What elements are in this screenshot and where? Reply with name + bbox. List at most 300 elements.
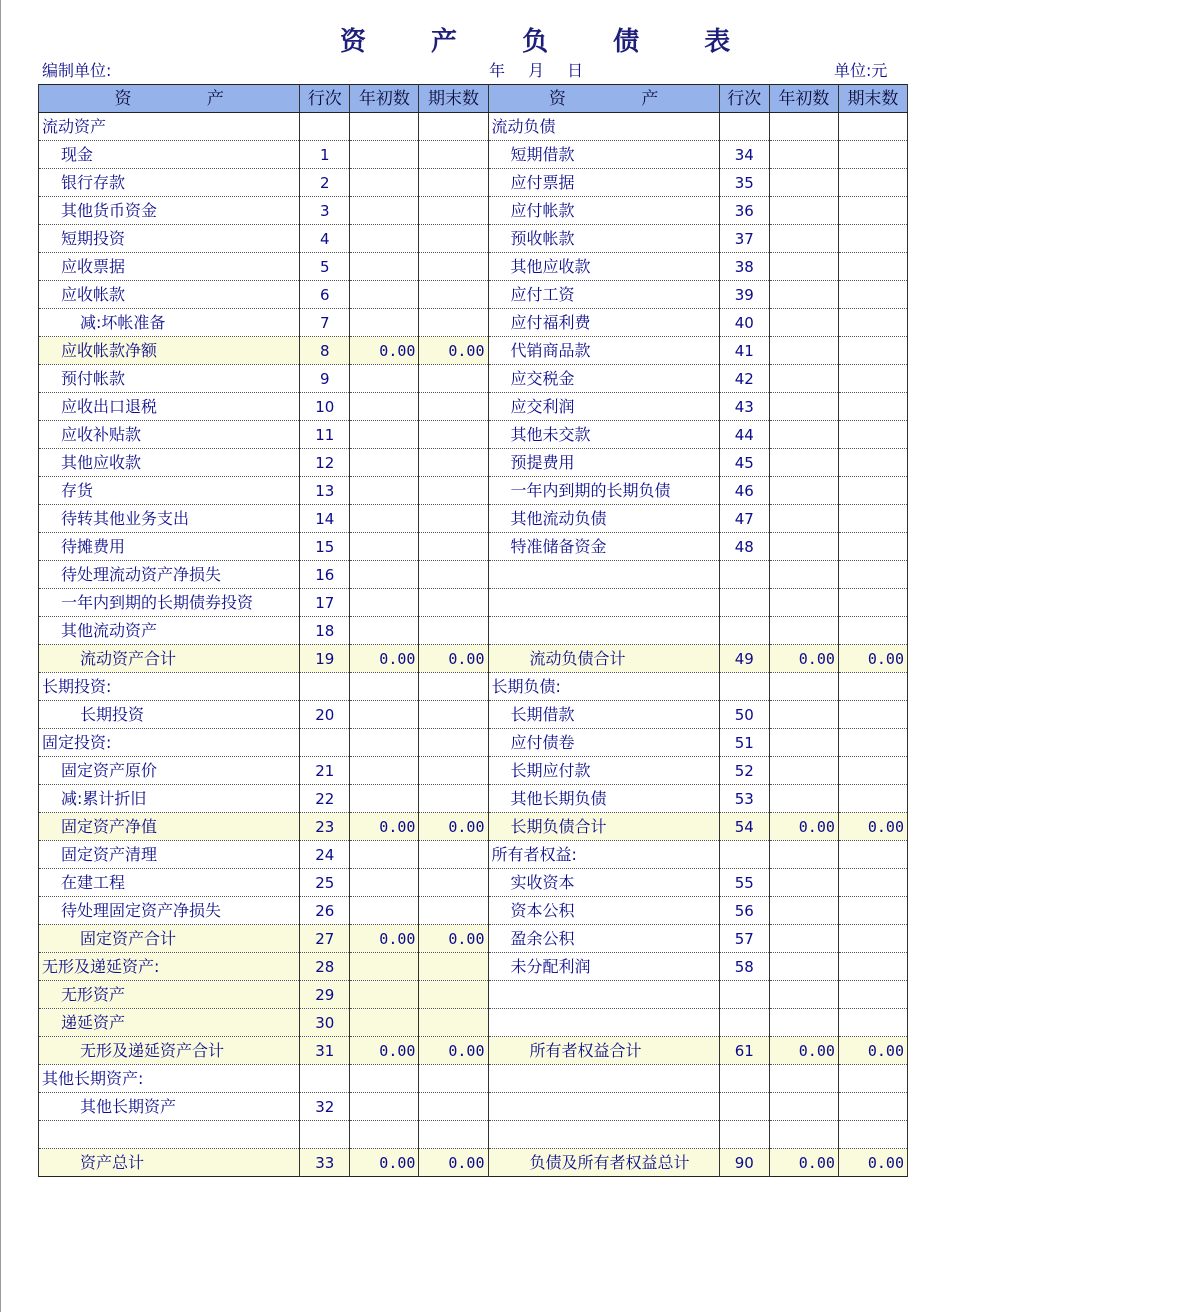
- liability-begin-cell[interactable]: [769, 281, 838, 309]
- asset-row-no-cell[interactable]: 23: [300, 813, 350, 841]
- liability-end-cell[interactable]: [838, 141, 907, 169]
- liability-begin-cell[interactable]: [769, 757, 838, 785]
- asset-begin-cell[interactable]: 0.00: [350, 645, 419, 673]
- asset-row-no-cell[interactable]: 19: [300, 645, 350, 673]
- liability-name-cell[interactable]: 一年内到期的长期负债: [488, 477, 719, 505]
- asset-end-cell[interactable]: [419, 477, 488, 505]
- asset-name-cell[interactable]: 流动资产: [39, 113, 300, 141]
- asset-begin-cell[interactable]: [350, 365, 419, 393]
- asset-row-no-cell[interactable]: 14: [300, 505, 350, 533]
- asset-name-cell[interactable]: 递延资产: [39, 1009, 300, 1037]
- liability-end-cell[interactable]: [838, 617, 907, 645]
- asset-end-cell[interactable]: 0.00: [419, 1149, 488, 1177]
- liability-end-cell[interactable]: [838, 729, 907, 757]
- asset-name-cell[interactable]: 无形及递延资产:: [39, 953, 300, 981]
- liability-row-no-cell[interactable]: 49: [719, 645, 769, 673]
- asset-begin-cell[interactable]: [350, 1009, 419, 1037]
- liability-begin-cell[interactable]: [769, 925, 838, 953]
- liability-name-cell[interactable]: [488, 1009, 719, 1037]
- asset-begin-cell[interactable]: 0.00: [350, 1149, 419, 1177]
- asset-name-cell[interactable]: 银行存款: [39, 169, 300, 197]
- asset-row-no-cell[interactable]: 5: [300, 253, 350, 281]
- asset-name-cell[interactable]: 应收帐款净额: [39, 337, 300, 365]
- liability-row-no-cell[interactable]: 50: [719, 701, 769, 729]
- asset-end-cell[interactable]: [419, 673, 488, 701]
- liability-name-cell[interactable]: [488, 1093, 719, 1121]
- liability-row-no-cell[interactable]: 58: [719, 953, 769, 981]
- liability-row-no-cell[interactable]: 36: [719, 197, 769, 225]
- liability-name-cell[interactable]: 实收资本: [488, 869, 719, 897]
- asset-end-cell[interactable]: [419, 729, 488, 757]
- asset-name-cell[interactable]: 固定投资:: [39, 729, 300, 757]
- asset-name-cell[interactable]: 其他货币资金: [39, 197, 300, 225]
- liability-name-cell[interactable]: 应付票据: [488, 169, 719, 197]
- header-assets[interactable]: 资 产: [39, 85, 300, 113]
- liability-row-no-cell[interactable]: 41: [719, 337, 769, 365]
- liability-end-cell[interactable]: [838, 225, 907, 253]
- header-end-balance-right[interactable]: 期末数: [838, 85, 907, 113]
- asset-begin-cell[interactable]: [350, 169, 419, 197]
- header-liabilities[interactable]: 资 产: [488, 85, 719, 113]
- asset-row-no-cell[interactable]: 30: [300, 1009, 350, 1037]
- liability-name-cell[interactable]: 盈余公积: [488, 925, 719, 953]
- asset-name-cell[interactable]: 长期投资:: [39, 673, 300, 701]
- asset-begin-cell[interactable]: [350, 225, 419, 253]
- liability-row-no-cell[interactable]: [719, 1009, 769, 1037]
- asset-row-no-cell[interactable]: [300, 673, 350, 701]
- liability-begin-cell[interactable]: 0.00: [769, 813, 838, 841]
- liability-row-no-cell[interactable]: 57: [719, 925, 769, 953]
- asset-name-cell[interactable]: 长期投资: [39, 701, 300, 729]
- liability-row-no-cell[interactable]: 48: [719, 533, 769, 561]
- liability-begin-cell[interactable]: [769, 505, 838, 533]
- liability-name-cell[interactable]: 所有者权益:: [488, 841, 719, 869]
- asset-row-no-cell[interactable]: 8: [300, 337, 350, 365]
- asset-end-cell[interactable]: [419, 505, 488, 533]
- liability-end-cell[interactable]: [838, 169, 907, 197]
- liability-row-no-cell[interactable]: 52: [719, 757, 769, 785]
- liability-row-no-cell[interactable]: 51: [719, 729, 769, 757]
- asset-end-cell[interactable]: 0.00: [419, 337, 488, 365]
- liability-name-cell[interactable]: [488, 617, 719, 645]
- liability-name-cell[interactable]: [488, 589, 719, 617]
- liability-row-no-cell[interactable]: 90: [719, 1149, 769, 1177]
- asset-name-cell[interactable]: [39, 1121, 300, 1149]
- liability-name-cell[interactable]: [488, 981, 719, 1009]
- asset-end-cell[interactable]: [419, 113, 488, 141]
- liability-name-cell[interactable]: 长期应付款: [488, 757, 719, 785]
- asset-row-no-cell[interactable]: 13: [300, 477, 350, 505]
- liability-end-cell[interactable]: [838, 393, 907, 421]
- liability-end-cell[interactable]: [838, 589, 907, 617]
- asset-name-cell[interactable]: 在建工程: [39, 869, 300, 897]
- asset-end-cell[interactable]: [419, 365, 488, 393]
- liability-end-cell[interactable]: [838, 897, 907, 925]
- asset-begin-cell[interactable]: [350, 589, 419, 617]
- liability-end-cell[interactable]: [838, 1121, 907, 1149]
- liability-begin-cell[interactable]: [769, 673, 838, 701]
- asset-end-cell[interactable]: [419, 981, 488, 1009]
- liability-end-cell[interactable]: [838, 869, 907, 897]
- asset-name-cell[interactable]: 一年内到期的长期债券投资: [39, 589, 300, 617]
- asset-name-cell[interactable]: 固定资产合计: [39, 925, 300, 953]
- asset-row-no-cell[interactable]: [300, 1121, 350, 1149]
- liability-end-cell[interactable]: 0.00: [838, 645, 907, 673]
- asset-begin-cell[interactable]: [350, 533, 419, 561]
- liability-begin-cell[interactable]: 0.00: [769, 645, 838, 673]
- asset-row-no-cell[interactable]: 1: [300, 141, 350, 169]
- liability-name-cell[interactable]: 长期负债:: [488, 673, 719, 701]
- asset-begin-cell[interactable]: [350, 785, 419, 813]
- liability-end-cell[interactable]: [838, 421, 907, 449]
- liability-end-cell[interactable]: [838, 953, 907, 981]
- liability-name-cell[interactable]: 其他长期负债: [488, 785, 719, 813]
- liability-row-no-cell[interactable]: 46: [719, 477, 769, 505]
- asset-begin-cell[interactable]: [350, 897, 419, 925]
- liability-row-no-cell[interactable]: 47: [719, 505, 769, 533]
- asset-end-cell[interactable]: 0.00: [419, 813, 488, 841]
- asset-begin-cell[interactable]: [350, 561, 419, 589]
- liability-row-no-cell[interactable]: [719, 841, 769, 869]
- liability-end-cell[interactable]: [838, 113, 907, 141]
- asset-end-cell[interactable]: [419, 841, 488, 869]
- asset-begin-cell[interactable]: [350, 1121, 419, 1149]
- liability-end-cell[interactable]: [838, 757, 907, 785]
- asset-begin-cell[interactable]: [350, 393, 419, 421]
- liability-name-cell[interactable]: 代销商品款: [488, 337, 719, 365]
- asset-row-no-cell[interactable]: 31: [300, 1037, 350, 1065]
- liability-begin-cell[interactable]: 0.00: [769, 1037, 838, 1065]
- asset-row-no-cell[interactable]: [300, 729, 350, 757]
- liability-end-cell[interactable]: [838, 281, 907, 309]
- liability-end-cell[interactable]: [838, 1093, 907, 1121]
- liability-row-no-cell[interactable]: [719, 1121, 769, 1149]
- liability-begin-cell[interactable]: [769, 617, 838, 645]
- liability-end-cell[interactable]: [838, 1009, 907, 1037]
- liability-row-no-cell[interactable]: 34: [719, 141, 769, 169]
- asset-name-cell[interactable]: 待转其他业务支出: [39, 505, 300, 533]
- liability-end-cell[interactable]: 0.00: [838, 1037, 907, 1065]
- liability-begin-cell[interactable]: [769, 477, 838, 505]
- liability-end-cell[interactable]: 0.00: [838, 1149, 907, 1177]
- liability-name-cell[interactable]: [488, 561, 719, 589]
- asset-begin-cell[interactable]: [350, 309, 419, 337]
- liability-end-cell[interactable]: [838, 981, 907, 1009]
- liability-name-cell[interactable]: 特准储备资金: [488, 533, 719, 561]
- liability-end-cell[interactable]: [838, 505, 907, 533]
- liability-name-cell[interactable]: 流动负债: [488, 113, 719, 141]
- asset-name-cell[interactable]: 短期投资: [39, 225, 300, 253]
- asset-end-cell[interactable]: 0.00: [419, 1037, 488, 1065]
- liability-row-no-cell[interactable]: 37: [719, 225, 769, 253]
- liability-name-cell[interactable]: 应交利润: [488, 393, 719, 421]
- liability-end-cell[interactable]: [838, 673, 907, 701]
- asset-row-no-cell[interactable]: 6: [300, 281, 350, 309]
- asset-name-cell[interactable]: 应收帐款: [39, 281, 300, 309]
- asset-row-no-cell[interactable]: 3: [300, 197, 350, 225]
- asset-row-no-cell[interactable]: 16: [300, 561, 350, 589]
- liability-begin-cell[interactable]: [769, 393, 838, 421]
- asset-end-cell[interactable]: [419, 1121, 488, 1149]
- asset-begin-cell[interactable]: [350, 869, 419, 897]
- asset-end-cell[interactable]: [419, 701, 488, 729]
- asset-end-cell[interactable]: [419, 1093, 488, 1121]
- liability-begin-cell[interactable]: [769, 253, 838, 281]
- asset-name-cell[interactable]: 固定资产清理: [39, 841, 300, 869]
- asset-end-cell[interactable]: [419, 253, 488, 281]
- asset-begin-cell[interactable]: [350, 477, 419, 505]
- liability-end-cell[interactable]: [838, 449, 907, 477]
- asset-begin-cell[interactable]: [350, 505, 419, 533]
- liability-row-no-cell[interactable]: [719, 113, 769, 141]
- liability-begin-cell[interactable]: [769, 113, 838, 141]
- liability-name-cell[interactable]: 预收帐款: [488, 225, 719, 253]
- asset-begin-cell[interactable]: 0.00: [350, 813, 419, 841]
- asset-begin-cell[interactable]: [350, 841, 419, 869]
- asset-begin-cell[interactable]: [350, 449, 419, 477]
- asset-begin-cell[interactable]: [350, 1093, 419, 1121]
- liability-begin-cell[interactable]: [769, 953, 838, 981]
- liability-begin-cell[interactable]: [769, 869, 838, 897]
- asset-begin-cell[interactable]: 0.00: [350, 1037, 419, 1065]
- asset-end-cell[interactable]: [419, 1009, 488, 1037]
- asset-name-cell[interactable]: 待摊费用: [39, 533, 300, 561]
- header-begin-balance[interactable]: 年初数: [350, 85, 419, 113]
- header-begin-balance-right[interactable]: 年初数: [769, 85, 838, 113]
- asset-name-cell[interactable]: 流动资产合计: [39, 645, 300, 673]
- asset-end-cell[interactable]: [419, 1065, 488, 1093]
- asset-name-cell[interactable]: 其他应收款: [39, 449, 300, 477]
- asset-row-no-cell[interactable]: 9: [300, 365, 350, 393]
- liability-row-no-cell[interactable]: 55: [719, 869, 769, 897]
- liability-end-cell[interactable]: 0.00: [838, 813, 907, 841]
- asset-row-no-cell[interactable]: 4: [300, 225, 350, 253]
- asset-end-cell[interactable]: [419, 561, 488, 589]
- liability-end-cell[interactable]: [838, 701, 907, 729]
- liability-begin-cell[interactable]: [769, 309, 838, 337]
- liability-name-cell[interactable]: [488, 1065, 719, 1093]
- liability-end-cell[interactable]: [838, 309, 907, 337]
- liability-row-no-cell[interactable]: [719, 1093, 769, 1121]
- liability-begin-cell[interactable]: [769, 169, 838, 197]
- liability-row-no-cell[interactable]: [719, 589, 769, 617]
- asset-end-cell[interactable]: [419, 141, 488, 169]
- asset-name-cell[interactable]: 其他长期资产:: [39, 1065, 300, 1093]
- asset-end-cell[interactable]: [419, 869, 488, 897]
- liability-end-cell[interactable]: [838, 785, 907, 813]
- liability-name-cell[interactable]: 应交税金: [488, 365, 719, 393]
- liability-name-cell[interactable]: 其他流动负债: [488, 505, 719, 533]
- liability-name-cell[interactable]: 应付福利费: [488, 309, 719, 337]
- liability-end-cell[interactable]: [838, 337, 907, 365]
- asset-begin-cell[interactable]: [350, 617, 419, 645]
- asset-end-cell[interactable]: [419, 953, 488, 981]
- liability-end-cell[interactable]: [838, 1065, 907, 1093]
- asset-begin-cell[interactable]: 0.00: [350, 337, 419, 365]
- liability-name-cell[interactable]: 应付债卷: [488, 729, 719, 757]
- asset-name-cell[interactable]: 无形资产: [39, 981, 300, 1009]
- asset-row-no-cell[interactable]: 27: [300, 925, 350, 953]
- asset-name-cell[interactable]: 存货: [39, 477, 300, 505]
- liability-name-cell[interactable]: 资本公积: [488, 897, 719, 925]
- liability-name-cell[interactable]: 应付工资: [488, 281, 719, 309]
- asset-end-cell[interactable]: [419, 197, 488, 225]
- liability-begin-cell[interactable]: [769, 197, 838, 225]
- asset-end-cell[interactable]: [419, 449, 488, 477]
- liability-begin-cell[interactable]: [769, 841, 838, 869]
- asset-name-cell[interactable]: 预付帐款: [39, 365, 300, 393]
- liability-begin-cell[interactable]: [769, 421, 838, 449]
- liability-begin-cell[interactable]: 0.00: [769, 1149, 838, 1177]
- liability-name-cell[interactable]: [488, 1121, 719, 1149]
- liability-begin-cell[interactable]: [769, 1121, 838, 1149]
- liability-name-cell[interactable]: 长期负债合计: [488, 813, 719, 841]
- liability-row-no-cell[interactable]: 35: [719, 169, 769, 197]
- asset-name-cell[interactable]: 应收出口退税: [39, 393, 300, 421]
- liability-name-cell[interactable]: 预提费用: [488, 449, 719, 477]
- asset-begin-cell[interactable]: [350, 757, 419, 785]
- asset-begin-cell[interactable]: [350, 253, 419, 281]
- liability-name-cell[interactable]: 应付帐款: [488, 197, 719, 225]
- asset-name-cell[interactable]: 固定资产原价: [39, 757, 300, 785]
- liability-begin-cell[interactable]: [769, 589, 838, 617]
- asset-end-cell[interactable]: [419, 225, 488, 253]
- liability-name-cell[interactable]: 长期借款: [488, 701, 719, 729]
- asset-begin-cell[interactable]: [350, 1065, 419, 1093]
- asset-begin-cell[interactable]: [350, 701, 419, 729]
- liability-row-no-cell[interactable]: 45: [719, 449, 769, 477]
- asset-begin-cell[interactable]: [350, 281, 419, 309]
- asset-name-cell[interactable]: 其他流动资产: [39, 617, 300, 645]
- asset-row-no-cell[interactable]: 20: [300, 701, 350, 729]
- liability-row-no-cell[interactable]: 53: [719, 785, 769, 813]
- asset-row-no-cell[interactable]: 11: [300, 421, 350, 449]
- liability-begin-cell[interactable]: [769, 141, 838, 169]
- liability-row-no-cell[interactable]: 56: [719, 897, 769, 925]
- asset-row-no-cell[interactable]: 7: [300, 309, 350, 337]
- asset-begin-cell[interactable]: [350, 673, 419, 701]
- liability-begin-cell[interactable]: [769, 225, 838, 253]
- liability-begin-cell[interactable]: [769, 533, 838, 561]
- liability-row-no-cell[interactable]: 61: [719, 1037, 769, 1065]
- asset-name-cell[interactable]: 固定资产净值: [39, 813, 300, 841]
- asset-row-no-cell[interactable]: 12: [300, 449, 350, 477]
- asset-name-cell[interactable]: 现金: [39, 141, 300, 169]
- liability-name-cell[interactable]: 短期借款: [488, 141, 719, 169]
- asset-row-no-cell[interactable]: 18: [300, 617, 350, 645]
- asset-end-cell[interactable]: [419, 785, 488, 813]
- liability-row-no-cell[interactable]: 43: [719, 393, 769, 421]
- asset-end-cell[interactable]: 0.00: [419, 645, 488, 673]
- asset-name-cell[interactable]: 应收票据: [39, 253, 300, 281]
- asset-end-cell[interactable]: 0.00: [419, 925, 488, 953]
- asset-end-cell[interactable]: [419, 757, 488, 785]
- liability-begin-cell[interactable]: [769, 981, 838, 1009]
- liability-name-cell[interactable]: 所有者权益合计: [488, 1037, 719, 1065]
- asset-row-no-cell[interactable]: [300, 1065, 350, 1093]
- liability-row-no-cell[interactable]: 44: [719, 421, 769, 449]
- asset-row-no-cell[interactable]: 33: [300, 1149, 350, 1177]
- liability-row-no-cell[interactable]: [719, 673, 769, 701]
- liability-row-no-cell[interactable]: 40: [719, 309, 769, 337]
- asset-end-cell[interactable]: [419, 169, 488, 197]
- asset-row-no-cell[interactable]: 22: [300, 785, 350, 813]
- liability-name-cell[interactable]: 流动负债合计: [488, 645, 719, 673]
- asset-begin-cell[interactable]: [350, 421, 419, 449]
- liability-begin-cell[interactable]: [769, 701, 838, 729]
- asset-end-cell[interactable]: [419, 393, 488, 421]
- liability-begin-cell[interactable]: [769, 1093, 838, 1121]
- liability-begin-cell[interactable]: [769, 1009, 838, 1037]
- asset-end-cell[interactable]: [419, 533, 488, 561]
- asset-name-cell[interactable]: 待处理固定资产净损失: [39, 897, 300, 925]
- asset-name-cell[interactable]: 待处理流动资产净损失: [39, 561, 300, 589]
- asset-name-cell[interactable]: 资产总计: [39, 1149, 300, 1177]
- liability-begin-cell[interactable]: [769, 785, 838, 813]
- liability-row-no-cell[interactable]: [719, 617, 769, 645]
- liability-row-no-cell[interactable]: [719, 561, 769, 589]
- liability-begin-cell[interactable]: [769, 365, 838, 393]
- asset-row-no-cell[interactable]: 28: [300, 953, 350, 981]
- asset-end-cell[interactable]: [419, 617, 488, 645]
- liability-row-no-cell[interactable]: 38: [719, 253, 769, 281]
- liability-name-cell[interactable]: 其他应收款: [488, 253, 719, 281]
- liability-name-cell[interactable]: 未分配利润: [488, 953, 719, 981]
- liability-begin-cell[interactable]: [769, 561, 838, 589]
- liability-row-no-cell[interactable]: 42: [719, 365, 769, 393]
- liability-end-cell[interactable]: [838, 561, 907, 589]
- asset-begin-cell[interactable]: [350, 141, 419, 169]
- header-row-no-right[interactable]: 行次: [719, 85, 769, 113]
- liability-name-cell[interactable]: 其他未交款: [488, 421, 719, 449]
- asset-begin-cell[interactable]: [350, 729, 419, 757]
- asset-name-cell[interactable]: 其他长期资产: [39, 1093, 300, 1121]
- asset-row-no-cell[interactable]: 32: [300, 1093, 350, 1121]
- liability-row-no-cell[interactable]: [719, 981, 769, 1009]
- liability-row-no-cell[interactable]: 39: [719, 281, 769, 309]
- asset-begin-cell[interactable]: [350, 197, 419, 225]
- liability-row-no-cell[interactable]: [719, 1065, 769, 1093]
- liability-begin-cell[interactable]: [769, 337, 838, 365]
- asset-row-no-cell[interactable]: 10: [300, 393, 350, 421]
- liability-name-cell[interactable]: 负债及所有者权益总计: [488, 1149, 719, 1177]
- asset-row-no-cell[interactable]: 26: [300, 897, 350, 925]
- asset-begin-cell[interactable]: [350, 113, 419, 141]
- asset-begin-cell[interactable]: [350, 981, 419, 1009]
- asset-end-cell[interactable]: [419, 897, 488, 925]
- liability-end-cell[interactable]: [838, 533, 907, 561]
- asset-row-no-cell[interactable]: 15: [300, 533, 350, 561]
- asset-end-cell[interactable]: [419, 589, 488, 617]
- asset-begin-cell[interactable]: [350, 953, 419, 981]
- liability-begin-cell[interactable]: [769, 449, 838, 477]
- liability-begin-cell[interactable]: [769, 729, 838, 757]
- liability-begin-cell[interactable]: [769, 1065, 838, 1093]
- asset-name-cell[interactable]: 无形及递延资产合计: [39, 1037, 300, 1065]
- header-row-no[interactable]: 行次: [300, 85, 350, 113]
- liability-end-cell[interactable]: [838, 477, 907, 505]
- asset-end-cell[interactable]: [419, 309, 488, 337]
- liability-end-cell[interactable]: [838, 253, 907, 281]
- asset-name-cell[interactable]: 减:累计折旧: [39, 785, 300, 813]
- asset-row-no-cell[interactable]: 24: [300, 841, 350, 869]
- asset-name-cell[interactable]: 应收补贴款: [39, 421, 300, 449]
- asset-row-no-cell[interactable]: 2: [300, 169, 350, 197]
- liability-begin-cell[interactable]: [769, 897, 838, 925]
- asset-begin-cell[interactable]: 0.00: [350, 925, 419, 953]
- liability-row-no-cell[interactable]: 54: [719, 813, 769, 841]
- liability-end-cell[interactable]: [838, 197, 907, 225]
